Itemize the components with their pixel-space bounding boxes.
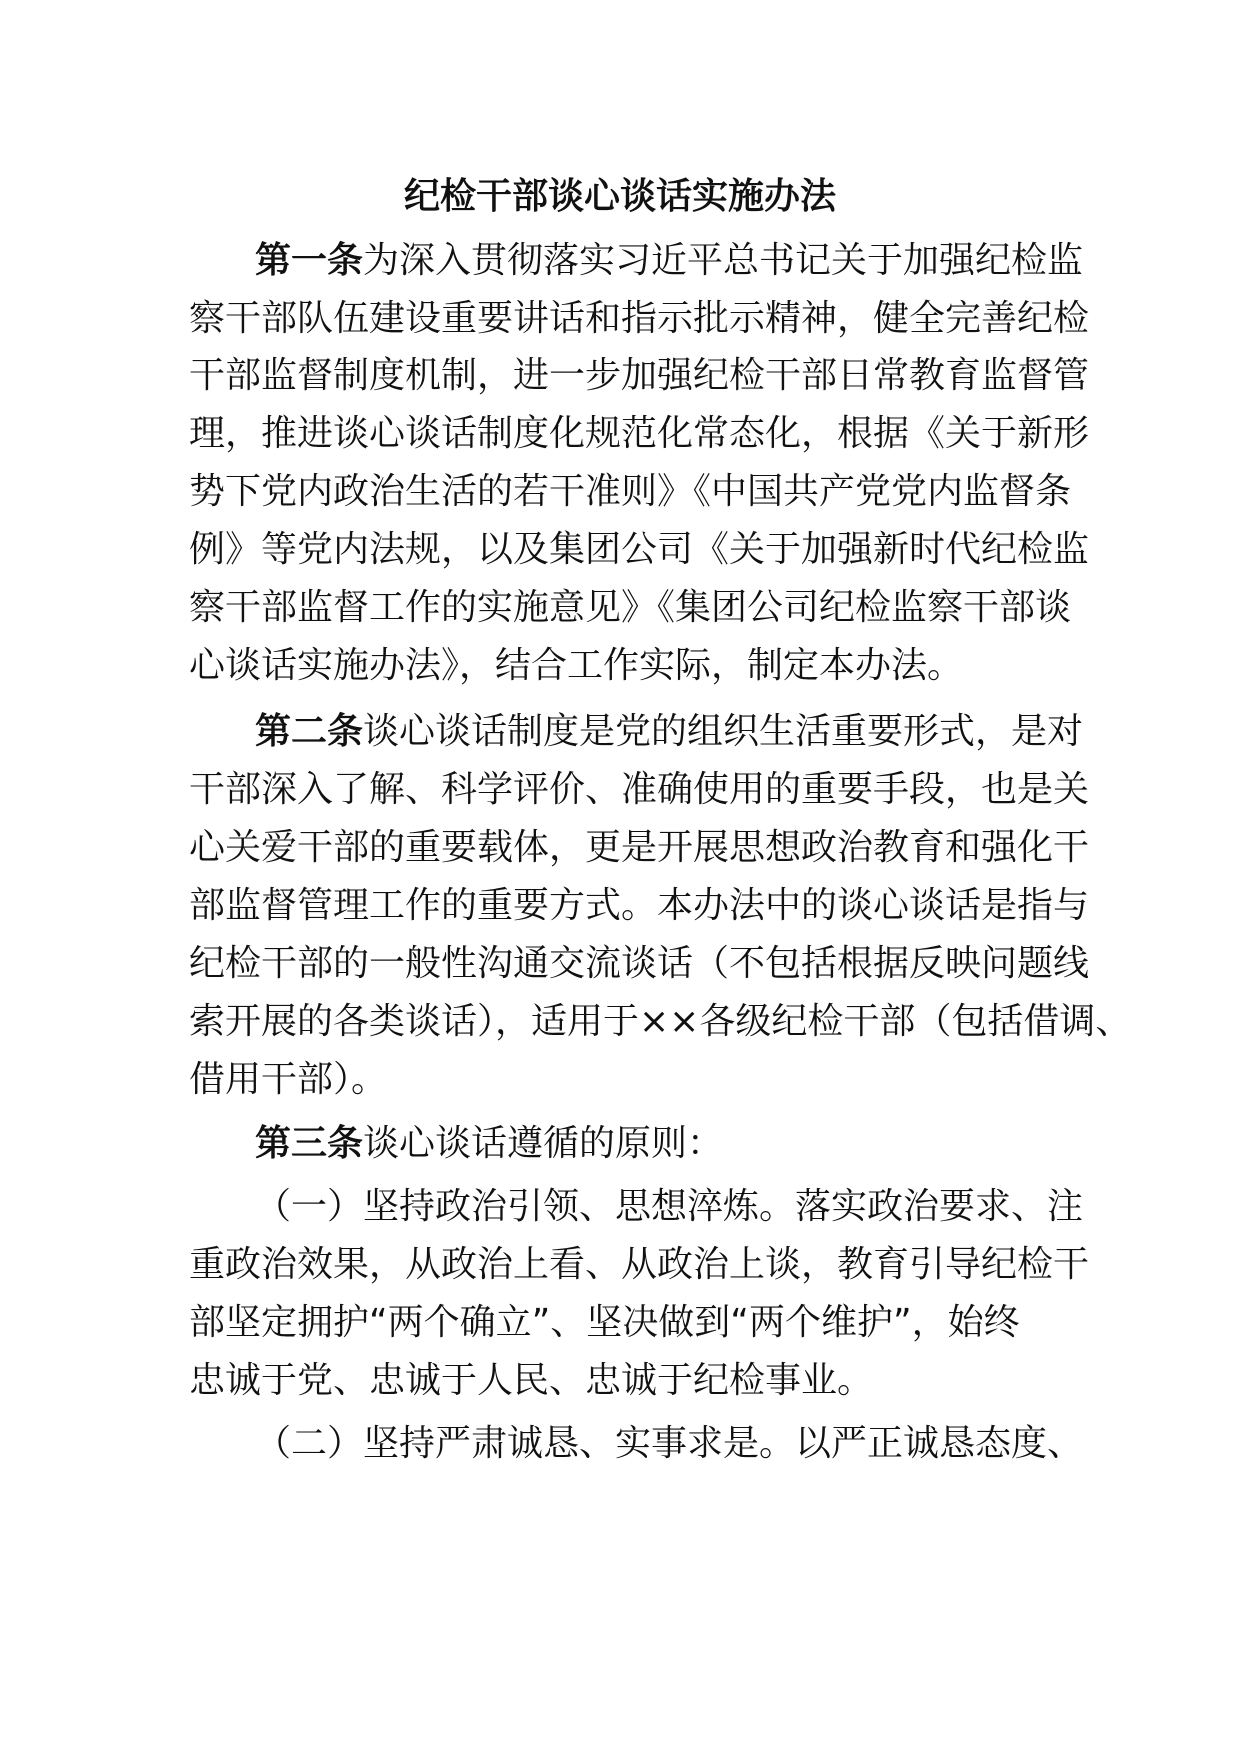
paragraph-text: 谈心谈话制度是党的组织生活重要形式，是对: [363, 711, 1084, 752]
paragraph-line: 察干部监督工作的实施意见》《集团公司纪检监察干部谈: [189, 587, 1072, 628]
paragraph-line: （二）坚持严肃诚恳、实事求是。以严正诚恳态度、: [255, 1423, 1084, 1464]
paragraph-line: 例》等党内法规，以及集团公司《关于加强新时代纪检监: [189, 529, 1090, 570]
paragraph-line: [255, 1120, 1135, 1168]
paragraph-line: （一）坚持政治引领、思想淬炼。落实政治要求、注: [255, 1186, 1084, 1227]
paragraph-line: 借用干部）。: [189, 1059, 388, 1100]
paragraph-line: [255, 708, 1135, 756]
paragraph-line: 心谈话实施办法》，结合工作实际，制定本办法。: [189, 645, 964, 686]
article-label: 第二条: [255, 711, 364, 752]
paragraph-line: 部监督管理工作的重要方式。本办法中的谈心谈话是指与: [189, 885, 1090, 926]
paragraph-line: 忠诚于党、忠诚于人民、忠诚于纪检事业。: [189, 1360, 874, 1401]
paragraph-line: 重政治效果，从政治上看、从政治上谈，教育引导纪检干: [189, 1244, 1090, 1285]
document-title: 纪检干部谈心谈话实施办法: [403, 176, 836, 217]
paragraph-text: 谈心谈话遵循的原则：: [363, 1123, 724, 1164]
paragraph-line: 纪检干部的一般性沟通交流谈话（不包括根据反映问题线: [189, 943, 1090, 984]
paragraph-line: [255, 237, 1135, 285]
paragraph-line: 干部深入了解、科学评价、准确使用的重要手段，也是关: [189, 769, 1090, 810]
article-label: 第三条: [255, 1123, 364, 1164]
article-label: 第一条: [255, 240, 364, 281]
paragraph-line: 心关爱干部的重要载体，更是开展思想政治教育和强化干: [189, 827, 1090, 868]
paragraph-line: 察干部队伍建设重要讲话和指示批示精神，健全完善纪检: [189, 298, 1090, 339]
paragraph-line: 理，推进谈心谈话制度化规范化常态化，根据《关于新形: [189, 413, 1090, 454]
paragraph-line: 干部监督制度机制，进一步加强纪检干部日常教育监督管: [189, 355, 1090, 396]
paragraph-line: 势下党内政治生活的若干准则》《中国共产党党内监督条: [189, 471, 1072, 512]
paragraph-line: 索开展的各类谈话），适用于××各级纪检干部（包括借调、: [189, 1001, 1132, 1042]
paragraph-line: 部坚定拥护“两个确立”、坚决做到“两个维护”，始终: [189, 1302, 1020, 1343]
paragraph-text: 为深入贯彻落实习近平总书记关于加强纪检监: [363, 240, 1084, 281]
